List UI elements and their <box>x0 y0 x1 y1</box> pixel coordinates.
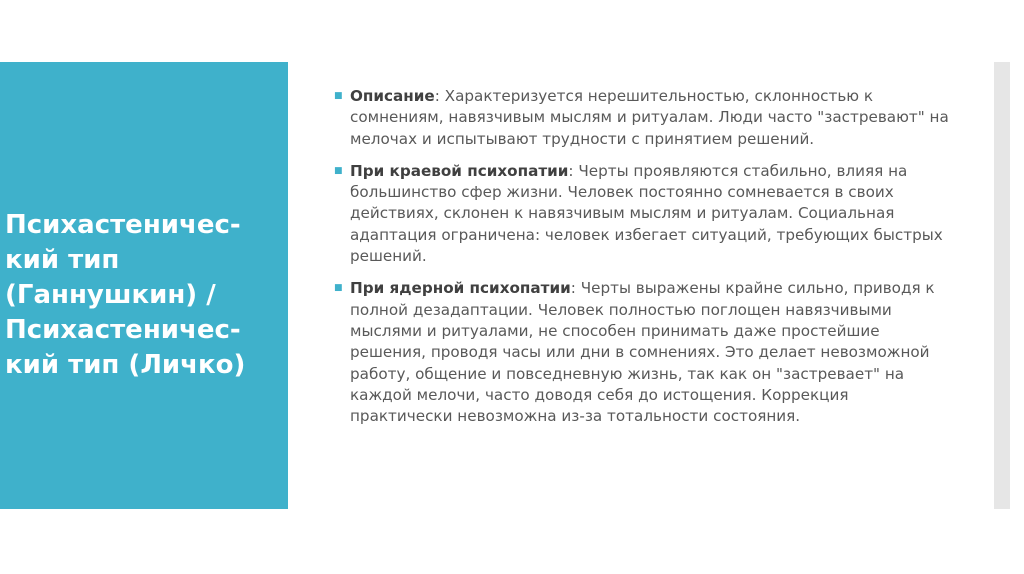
bullet-text: : Черты проявляются стабильно, влияя на большинство сфер жизни. Человек постоянно сомневается в своих действиях, склонен к навязчивым мыслям и ритуалам. Социальная адаптация ограничена: человек избегает ситуаций, требующих быстрых решений. <box>350 161 943 266</box>
bullet-text: : Черты выражены крайне сильно, приводя к полной дезадаптации. Человек полностью поглощен навязчивыми мыслями и ритуалами, не способен принимать даже простейшие решения, проводя часы или дни в сомнениях. Это делает невозможной работу, общение и повседневную жизнь, так как он "застревает" на каждой мелочи, часто доводя себя до истощения. Коррекция практически невозможна из-за тотальности состояния. <box>350 279 935 426</box>
bullet-item-marginal <box>334 161 954 267</box>
bullet-item-nuclear <box>334 278 954 427</box>
bullet-heading: При ядерной психопатии <box>350 279 571 298</box>
title-panel <box>0 62 288 509</box>
square-bullet-icon: ■ <box>334 91 343 101</box>
bullet-item-description <box>334 86 954 150</box>
bullet-text: : Характеризуется нерешительностью, склонностью к сомнениям, навязчивым мыслям и ритуалам. Люди часто "застревают" на мелочах и испытывают трудности с принятием решений. <box>350 87 949 148</box>
square-bullet-icon: ■ <box>334 165 343 176</box>
bullet-list <box>334 86 954 427</box>
slide-title: Психастеничес- кий тип (Ганнушкин) / Психастеничес- кий тип (Личко) <box>5 210 246 380</box>
content-area <box>334 86 954 438</box>
bullet-heading: Описание <box>350 87 435 105</box>
bullet-heading: При краевой психопатии <box>350 161 569 180</box>
square-bullet-icon: ■ <box>334 283 343 294</box>
side-bar <box>994 62 1010 509</box>
